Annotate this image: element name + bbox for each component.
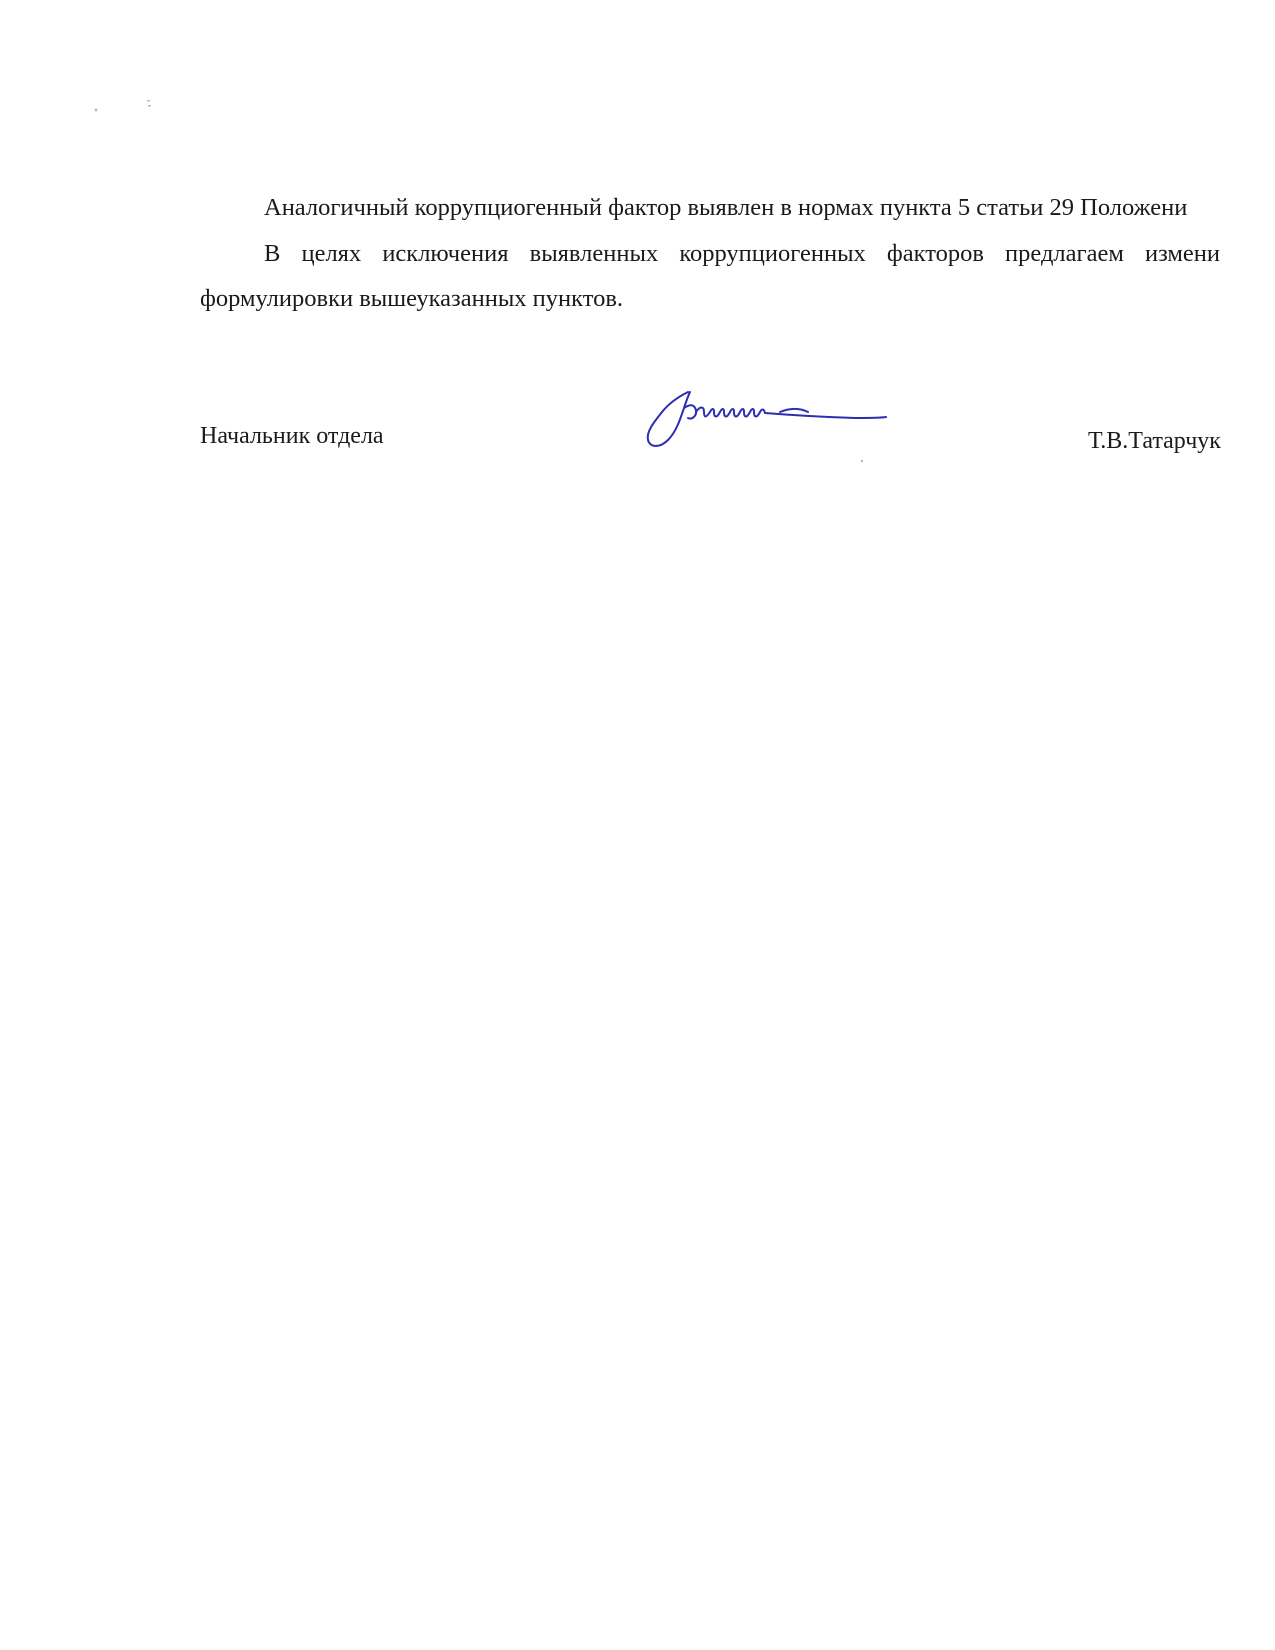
paragraph-2-line-2: формулировки вышеуказанных пунктов. — [200, 285, 624, 312]
paragraph-2-line-1: В целях исключения выявленных коррупциогенных факторов предлагаем измени — [264, 240, 1221, 267]
signatory-name: Т.В.Татарчук — [1088, 428, 1221, 454]
signatory-position: Начальник отдела — [200, 423, 384, 449]
handwritten-signature — [640, 382, 900, 462]
paragraph-1: Аналогичный коррупциогенный фактор выявлен в нормах пункта 5 статьи 29 Положени — [264, 194, 1188, 221]
